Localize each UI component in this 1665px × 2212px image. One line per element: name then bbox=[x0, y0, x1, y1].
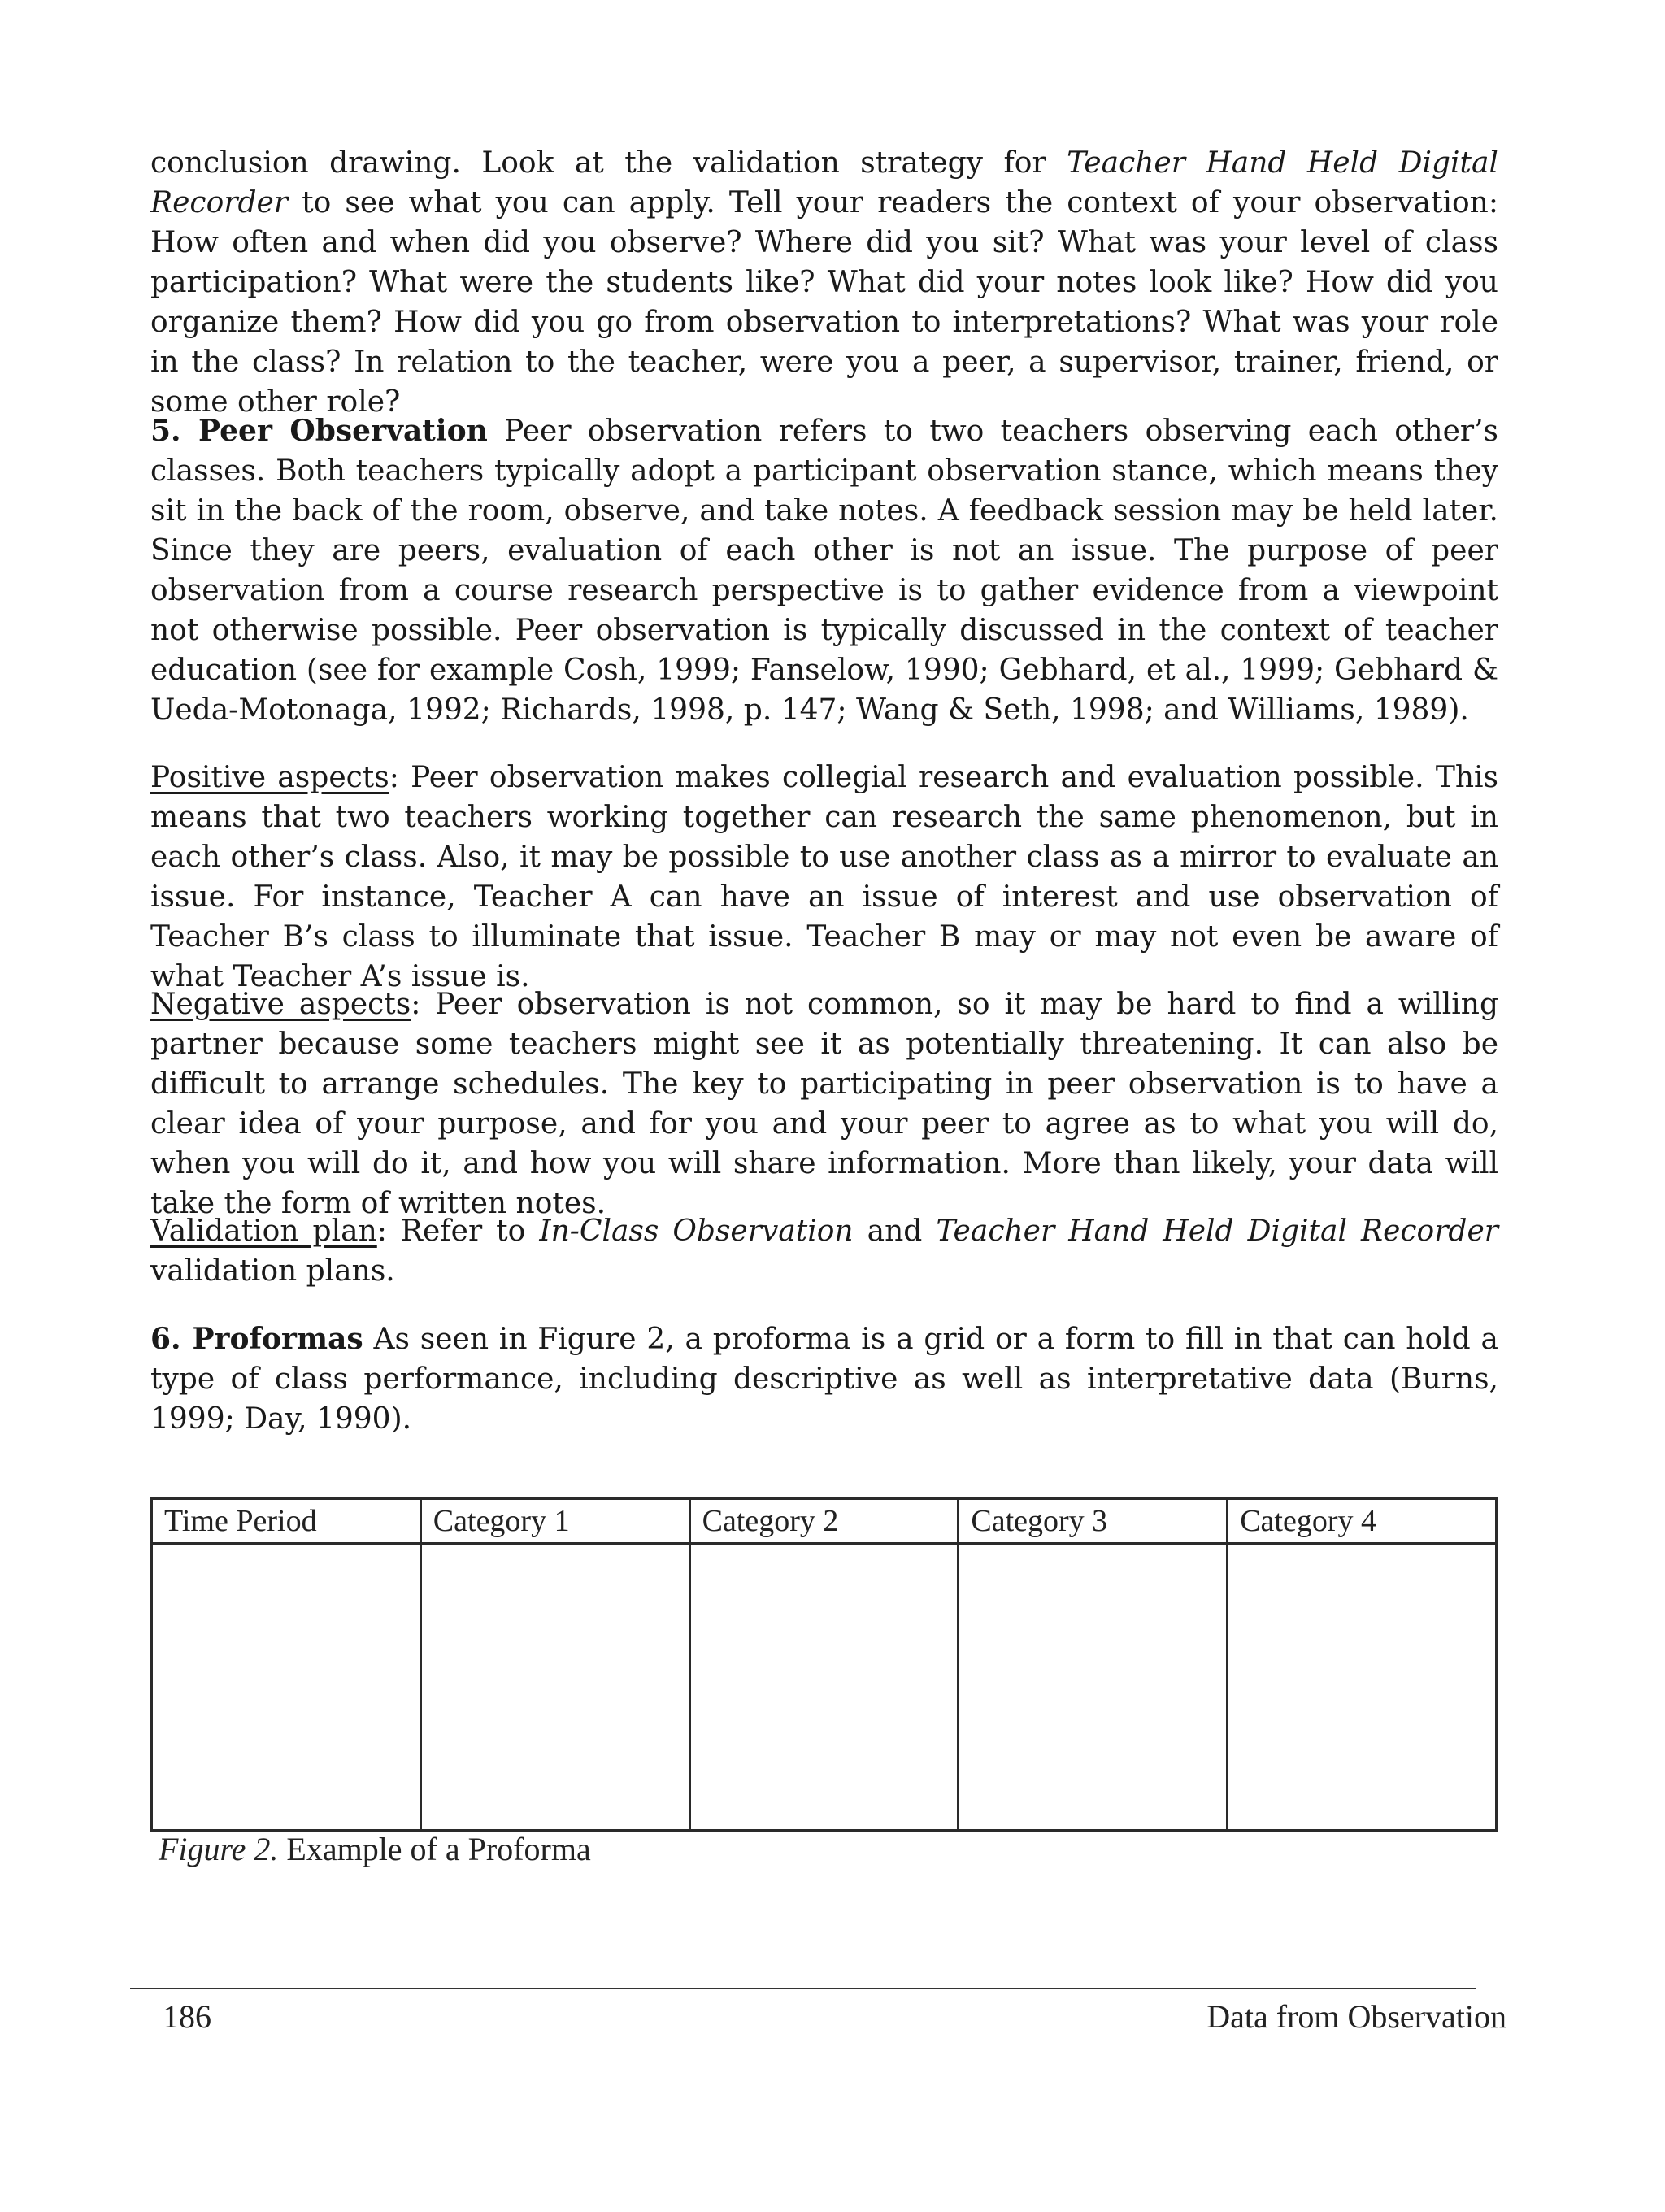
paragraph-conclusion: conclusion drawing. Look at the validation strategy for Teacher Hand Held Digital Recorder to see what you can apply. Tell your readers the context of your observation: How often and when did you observe? Where did you sit? What was your level of class participation? What were the students like? What did your notes look like? How did you organize them? How did you go from observation to interpretations? What was your role in the class? In relation to the teacher, were you a peer, a supervisor, trainer, friend, or some other role? bbox=[150, 146, 1498, 419]
column-header: Category 3 bbox=[959, 1499, 1228, 1544]
paragraph-negative-aspects: Negative aspects: Peer observation is not common, so it may be hard to find a willing partner because some teachers might see it as potentially threatening. It can also be difficult to arrange schedules. The key to participating in peer observation is to have a clear idea of your purpose, and for you and your peer to agree as to what you will do, when you will do it, and how you will share information. More than likely, your data will take the form of written notes. bbox=[150, 988, 1498, 1220]
label-negative-aspects: Negative aspects bbox=[150, 988, 411, 1021]
page-number: 186 bbox=[163, 1998, 211, 2035]
empty-cell bbox=[420, 1544, 689, 1831]
section-heading-peer-observation: 5. Peer Observation bbox=[150, 414, 488, 448]
figure-caption: Figure 2. Example of a Proforma bbox=[159, 1831, 591, 1867]
empty-cell bbox=[689, 1544, 959, 1831]
running-title: Data from Observation bbox=[1206, 1998, 1506, 2035]
column-header: Category 2 bbox=[689, 1499, 959, 1544]
paragraph-peer-observation: 5. Peer Observation Peer observation refers to two teachers observing each other’s classes. Both teachers typically adopt a participant observation stance, which means they sit in the back of the room, observe, and take notes. A feedback session may be held later. Since they are peers, evaluation of each other is not an issue. The purpose of peer observation from a course research perspective is to gather evidence from a viewpoint not otherwise possible. Peer observation is typically discussed in the context of teacher education (see for example Cosh, 1999; Fanselow, 1990; Gebhard, et al., 1999; Gebhard & Ueda-Motonaga, 1992; Richards, 1998, p. 147; Wang & Seth, 1998; and Williams, 1989). bbox=[150, 414, 1498, 727]
empty-cell bbox=[1228, 1544, 1497, 1831]
proforma-table bbox=[150, 1497, 1498, 1832]
column-header: Category 1 bbox=[420, 1499, 689, 1544]
label-positive-aspects: Positive aspects bbox=[150, 761, 389, 794]
section-heading-proformas: 6. Proformas bbox=[150, 1322, 363, 1356]
column-header: Category 4 bbox=[1228, 1499, 1497, 1544]
paragraph-validation-plan: Validation plan: Refer to In-Class Observation and Teacher Hand Held Digital Recorder validation plans. bbox=[150, 1215, 1498, 1288]
proforma-header-row bbox=[152, 1499, 1497, 1544]
paragraph-positive-aspects: Positive aspects: Peer observation makes collegial research and evaluation possible. This means that two teachers working together can research the same phenomenon, but in each other’s class. Also, it may be possible to use another class as a mirror to evaluate an issue. For instance, Teacher A can have an issue of interest and use observation of Teacher B’s class to illuminate that issue. Teacher B may or may not even be aware of what Teacher A’s issue is. bbox=[150, 761, 1499, 993]
footer-rule bbox=[130, 1988, 1476, 1989]
proforma-empty-row bbox=[152, 1544, 1497, 1831]
paragraph-proformas: 6. Proformas As seen in Figure 2, a proforma is a grid or a form to fill in that can hold a type of class performance, including descriptive as well as interpretative data (Burns, 1999; Day, 1990). bbox=[150, 1322, 1498, 1436]
label-validation-plan: Validation plan bbox=[150, 1215, 377, 1248]
empty-cell bbox=[959, 1544, 1228, 1831]
column-header: Time Period bbox=[152, 1499, 421, 1544]
empty-cell bbox=[152, 1544, 421, 1831]
